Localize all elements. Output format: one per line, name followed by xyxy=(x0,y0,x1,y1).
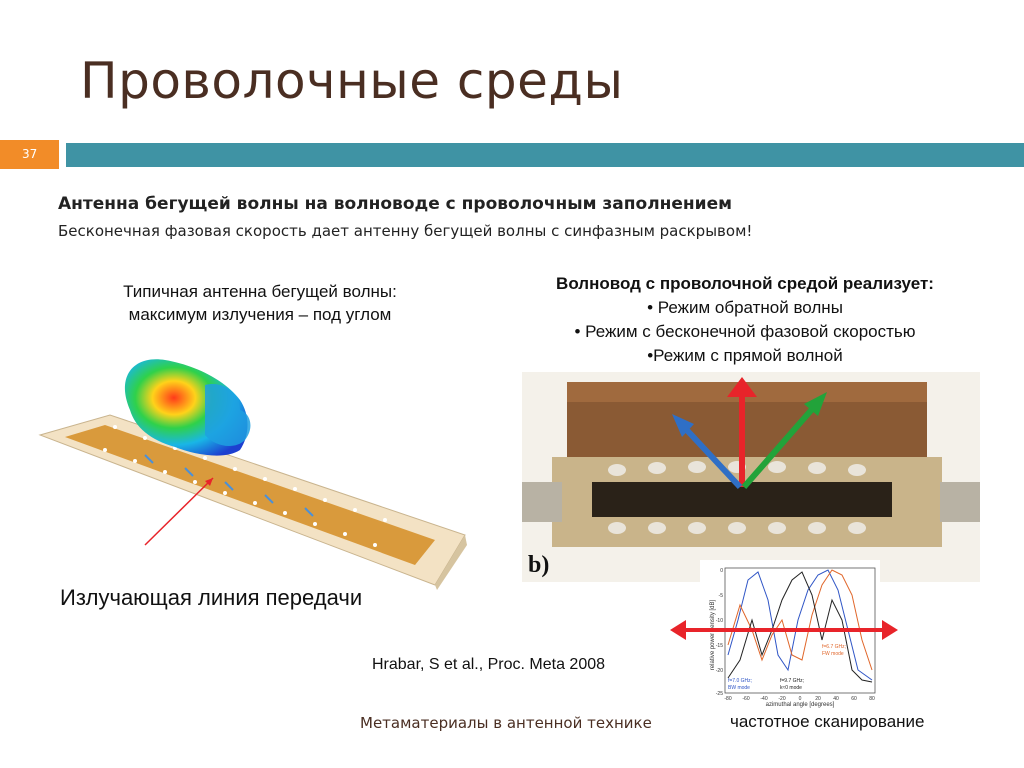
antenna-illustration xyxy=(35,355,475,590)
left-caption-line-2: максимум излучения – под углом xyxy=(128,305,392,324)
slide-number-badge xyxy=(0,140,59,169)
waveguide-features xyxy=(510,272,980,368)
footer: Метаматериалы в антенной технике xyxy=(360,714,652,732)
plot-xlabel: azimuthal angle [degrees] xyxy=(765,702,835,708)
plot-legend-fw: f=6.7 GHz; xyxy=(822,644,847,650)
plot-xtick: 60 xyxy=(851,696,857,702)
plot-xtick: -40 xyxy=(760,696,768,702)
plot-ytick: -15 xyxy=(715,643,723,649)
plot-legend-bw: f=7.0 GHz; xyxy=(728,678,753,684)
subheading: Антенна бегущей волны на волноводе с проволочным заполнением xyxy=(58,194,733,214)
citation: Hrabar, S et al., Proc. Meta 2008 xyxy=(372,656,606,673)
plot-xtick: 20 xyxy=(815,696,821,702)
frequency-scan-arrow xyxy=(668,617,900,643)
plot-xtick: 80 xyxy=(869,696,875,702)
plot-xtick: -20 xyxy=(778,696,786,702)
left-caption-line-1: Типичная антенна бегущей волны: xyxy=(123,282,397,301)
plot-xtick: 40 xyxy=(833,696,839,702)
feature-item: • Режим обратной волны xyxy=(647,298,843,317)
plot-legend-bw-mode: BW mode xyxy=(728,685,750,691)
plot-xtick: -80 xyxy=(724,696,732,702)
plot-xtick: 0 xyxy=(798,696,802,702)
plot-legend-k0: f=9.7 GHz; xyxy=(780,678,805,684)
header-rule-bar xyxy=(66,143,1024,167)
waveguide-photo xyxy=(522,372,980,582)
plot-xtick: -60 xyxy=(742,696,750,702)
scan-caption: частотное сканирование xyxy=(730,712,925,731)
plot-ytick: -25 xyxy=(715,691,723,697)
slide-title: Проволочные среды xyxy=(80,52,624,110)
plot-ylabel: relative power density [dB] xyxy=(710,599,716,671)
plot-ytick: 0 xyxy=(720,568,723,574)
plot-legend-k0-mode: k≈0 mode xyxy=(780,685,802,691)
radiating-line-label: Излучающая линия передачи xyxy=(60,585,363,610)
plot-ytick: -5 xyxy=(718,593,723,599)
subtext: Бесконечная фазовая скорость дает антенну бегущей волны с синфазным раскрывом! xyxy=(58,222,753,240)
plot-ytick: -10 xyxy=(715,618,723,624)
plot-ytick: -20 xyxy=(715,668,723,674)
slide-number: 37 xyxy=(22,147,38,161)
plot-legend-fw-mode: FW mode xyxy=(822,651,844,657)
left-caption xyxy=(60,280,460,326)
photo-label: b) xyxy=(528,552,550,578)
feature-item: •Режим с прямой волной xyxy=(647,346,843,365)
feature-item: • Режим с бесконечной фазовой скоростью xyxy=(574,322,916,341)
waveguide-features-heading: Волновод с проволочной средой реализует: xyxy=(556,274,934,293)
